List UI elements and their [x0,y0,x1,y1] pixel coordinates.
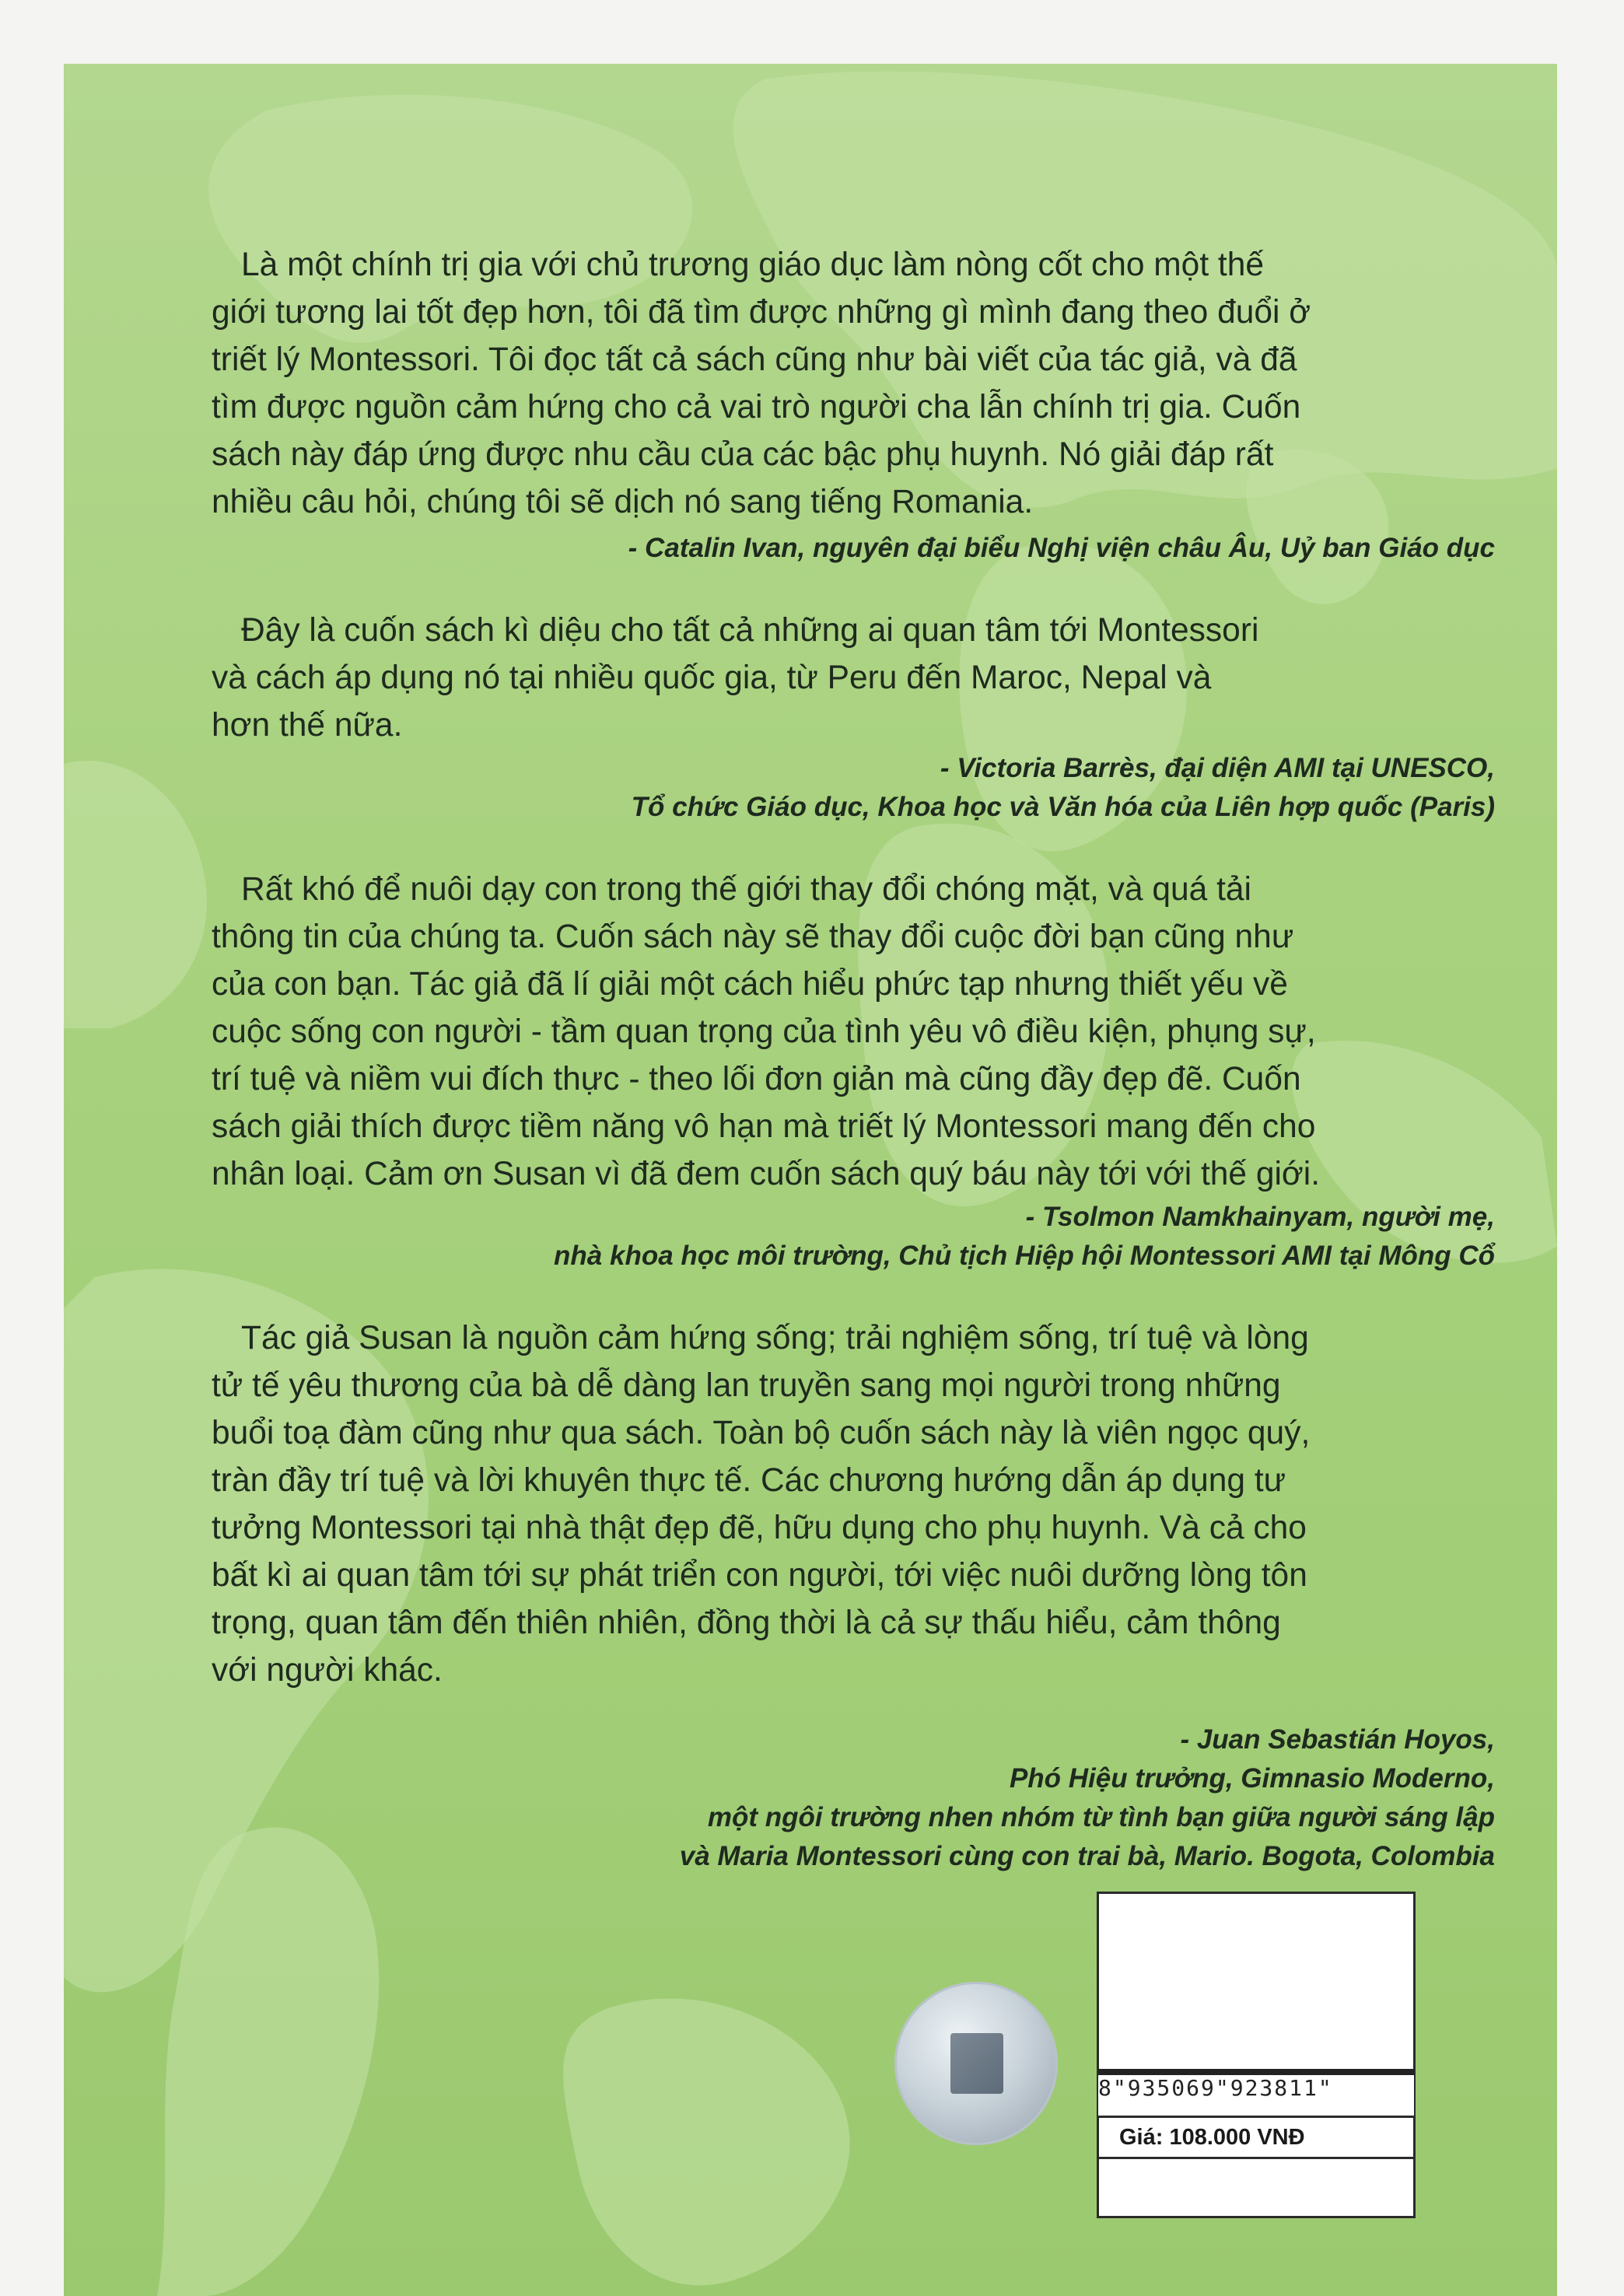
endorsement-1 [212,241,1495,568]
attribution-line: nhà khoa học môi trường, Chủ tịch Hiệp hội Montessori AMI tại Mông Cổ [554,1241,1495,1271]
text-line: của con bạn. Tác giả đã lí giải một cách hiểu phức tạp nhưng thiết yếu về [212,966,1288,1003]
text-line: thông tin của chúng ta. Cuốn sách này sẽ thay đổi cuộc đời bạn cũng như [212,919,1294,955]
text-line: tử tế yêu thương của bà dễ dàng lan truyền sang mọi người trong những [212,1367,1281,1404]
text-line: Đây là cuốn sách kì diệu cho tất cả những ai quan tâm tới Montessori [241,612,1259,649]
endorsement-2-text [212,607,1495,749]
endorsement-1-text [212,241,1495,526]
endorsement-4 [212,1314,1495,1876]
text-line: nhiều câu hỏi, chúng tôi sẽ dịch nó sang tiếng Romania. [212,484,1034,520]
publisher-emblem-icon [950,2033,1003,2094]
endorsement-3-attribution [212,1198,1495,1276]
price-text: Giá: 108.000 VNĐ [1119,2124,1305,2150]
text-line: triết lý Montessori. Tôi đọc tất cả sách cũng như bài viết của tác giả, và đã [212,341,1297,378]
text-line: Là một chính trị gia với chủ trương giáo dục làm nòng cốt cho một thế [241,247,1265,283]
endorsement-4-attribution [212,1720,1495,1876]
text-line: bất kì ai quan tâm tới sự phát triển con người, tới việc nuôi dưỡng lòng tôn [212,1557,1307,1594]
price-label [1097,2116,1416,2159]
text-line: trí tuệ và niềm vui đích thực - theo lối đơn giản mà cũng đầy đẹp đẽ. Cuốn [212,1061,1301,1097]
hologram-stamp [894,1982,1058,2145]
endorsement-3 [212,866,1495,1276]
attribution-line: - Tsolmon Namkhainyam, người mẹ, [1025,1202,1495,1232]
attribution-line: một ngôi trường nhen nhóm từ tình bạn giữa người sáng lập [707,1802,1495,1832]
barcode [1098,2069,1414,2117]
text-line: sách giải thích được tiềm năng vô hạn mà triết lý Montessori mang đến cho [212,1108,1316,1145]
text-line: buổi toạ đàm cũng như qua sách. Toàn bộ cuốn sách này là viên ngọc quý, [212,1415,1311,1451]
text-line: với người khác. [212,1652,443,1689]
endorsement-3-text [212,866,1495,1198]
attribution-line: - Juan Sebastián Hoyos, [1180,1724,1495,1755]
text-line: Tác giả Susan là nguồn cảm hứng sống; trải nghiệm sống, trí tuệ và lòng [241,1320,1309,1356]
endorsement-1-attribution [212,529,1495,568]
text-line: tràn đầy trí tuệ và lời khuyên thực tế. Các chương hướng dẫn áp dụng tư [212,1462,1286,1499]
attribution-line: Phó Hiệu trưởng, Gimnasio Moderno, [1009,1763,1495,1794]
text-line: trọng, quan tâm đến thiên nhiên, đồng thời là cả sự thấu hiểu, cảm thông [212,1605,1281,1641]
attribution-line: - Catalin Ivan, nguyên đại biểu Nghị viện châu Âu, Uỷ ban Giáo dục [628,533,1495,563]
text-line: nhân loại. Cảm ơn Susan vì đã đem cuốn sách quý báu này tới với thế giới. [212,1156,1321,1192]
text-line: giới tương lai tốt đẹp hơn, tôi đã tìm được những gì mình đang theo đuổi ở [212,294,1311,331]
text-line: và cách áp dụng nó tại nhiều quốc gia, từ Peru đến Maroc, Nepal và [212,660,1212,696]
attribution-line: và Maria Montessori cùng con trai bà, Mario. Bogota, Colombia [679,1841,1495,1871]
barcode-digits: 8"935069"923811" [1098,2075,1333,2101]
barcode-sticker [1097,1892,1416,2218]
text-line: tưởng Montessori tại nhà thật đẹp đẽ, hữu dụng cho phụ huynh. Và cả cho [212,1510,1307,1546]
text-line: Rất khó để nuôi dạy con trong thế giới thay đổi chóng mặt, và quá tải [241,871,1251,908]
text-line: cuộc sống con người - tầm quan trọng của tình yêu vô điều kiện, phụng sự, [212,1013,1316,1050]
text-line: tìm được nguồn cảm hứng cho cả vai trò người cha lẫn chính trị gia. Cuốn [212,389,1301,425]
attribution-line: Tổ chức Giáo dục, Khoa học và Văn hóa của Liên hợp quốc (Paris) [631,792,1495,822]
endorsements [212,241,1495,1876]
text-line: sách này đáp ứng được nhu cầu của các bậc phụ huynh. Nó giải đáp rất [212,436,1274,473]
endorsement-2 [212,607,1495,827]
endorsement-4-text [212,1314,1495,1694]
attribution-line: - Victoria Barrès, đại diện AMI tại UNESCO, [940,753,1495,783]
endorsement-2-attribution [212,749,1495,827]
text-line: hơn thế nữa. [212,707,403,744]
